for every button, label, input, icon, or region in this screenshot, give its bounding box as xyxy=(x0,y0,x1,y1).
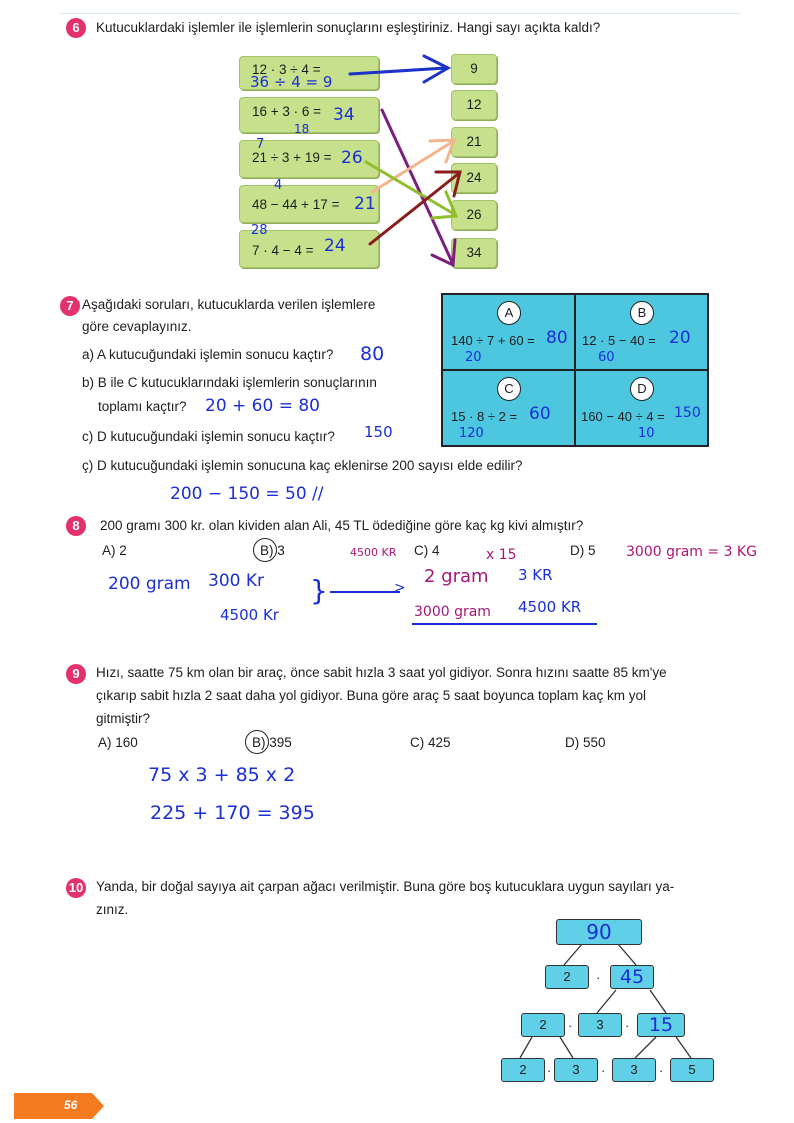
question-7c: c) D kutucuğundaki işlemin sonucu kaçtır? xyxy=(82,429,335,444)
q7-cell-d-expr: 160 − 40 ÷ 4 = xyxy=(581,409,665,424)
tree-root-box[interactable] xyxy=(556,919,642,945)
q9-option-a[interactable]: A) 160 xyxy=(98,735,138,750)
q7c-hand-answer: 150 xyxy=(364,423,393,441)
q6-answer-21: 21 xyxy=(451,127,497,157)
question-9-prompt-2: çıkarıp sabit hızla 2 saat daha yol gidiyor. Buna göre araç 5 saat boyunca toplam kaç km yol xyxy=(96,688,647,703)
q8-note-2gram: 2 gram xyxy=(424,566,489,587)
tree-l3-box-2: 3 xyxy=(554,1058,598,1082)
q9-option-b[interactable]: B) 395 xyxy=(252,735,292,750)
tree-l3-dot-2: · xyxy=(601,1063,606,1078)
tree-l2-box-1: 2 xyxy=(521,1013,565,1037)
q8-note-4500kr-left: 4500 Kr xyxy=(220,606,279,624)
q6-hand-sub-3: 7 xyxy=(256,137,265,152)
tree-l1-dot: · xyxy=(596,970,601,985)
q8-note-4500kr-right: 4500 KR xyxy=(518,598,582,616)
question-6-prompt: Kutucuklardaki işlemler ile işlemlerin sonuçlarını eşleştiriniz. Hangi sayı açıkta kaldı? xyxy=(96,20,601,35)
question-7-prompt-2: göre cevaplayınız. xyxy=(82,319,192,334)
question-7-number: 7 xyxy=(60,296,80,316)
q6-hand-result-2: 34 xyxy=(333,105,355,125)
tree-l2-dot-1: · xyxy=(568,1018,573,1033)
q8-note-3kg: 3000 gram = 3 KG xyxy=(626,544,757,560)
q7-cell-d-sub: 10 xyxy=(638,426,655,441)
q8-note-200gram: 200 gram xyxy=(108,574,191,594)
q7-cell-c-sub: 120 xyxy=(459,426,484,441)
q7-cell-c-result: 60 xyxy=(529,404,551,424)
q8-note-x15: x 15 xyxy=(486,547,517,563)
question-10-prompt-1: Yanda, bir doğal sayıya ait çarpan ağacı verilmiştir. Buna göre boş kutucuklara uygun sayıları ya- xyxy=(96,879,675,894)
q8-brace: } xyxy=(310,574,328,607)
q6-hand-work-1: 36 ÷ 4 = 9 xyxy=(250,73,333,91)
question-10-prompt-2: zınız. xyxy=(96,902,129,917)
question-7b-line2: toplamı kaçtır? xyxy=(98,399,187,414)
q6-expression-3: 21 ÷ 3 + 19 = xyxy=(239,140,379,178)
q7-cell-a-label: A xyxy=(497,301,521,325)
q6-hand-sub-5: 28 xyxy=(251,223,268,238)
tree-root-value: 90 xyxy=(586,920,612,944)
q6-hand-sub-4: 4 xyxy=(274,178,283,193)
q8-note-3000gram: 3000 gram xyxy=(414,604,491,620)
tree-l3-box-1: 2 xyxy=(501,1058,545,1082)
q7-cell-a-result: 80 xyxy=(546,328,568,348)
page-number: 56 xyxy=(64,1098,78,1112)
tree-l3-box-3: 3 xyxy=(612,1058,656,1082)
q7-cell-c-label: C xyxy=(497,377,521,401)
q8-arrow-head: > xyxy=(394,580,406,596)
q7-cell-a-sub: 20 xyxy=(465,350,482,365)
q6-hand-sub-2: 18 xyxy=(294,122,310,136)
q9-work-line-1: 75 x 3 + 85 x 2 xyxy=(148,764,296,786)
q6-answer-24: 24 xyxy=(451,163,497,193)
q8-option-a[interactable]: A) 2 xyxy=(102,543,127,558)
tree-l1-box-1: 2 xyxy=(545,965,589,989)
q7d-hand-answer: 200 − 150 = 50 // xyxy=(170,484,324,504)
q6-hand-result-4: 21 xyxy=(354,194,376,214)
tree-l2-box-3[interactable] xyxy=(637,1013,685,1037)
q6-hand-result-3: 26 xyxy=(341,148,363,168)
q7-cell-d-label: D xyxy=(630,377,654,401)
q6-answer-12: 12 xyxy=(451,90,497,120)
question-9-prompt-3: gitmiştir? xyxy=(96,711,151,726)
tree-l1-box-2[interactable] xyxy=(610,965,654,989)
question-10-number: 10 xyxy=(66,878,86,898)
tree-l1-value-2: 45 xyxy=(619,966,645,988)
q6-hand-result-5: 24 xyxy=(324,236,346,256)
question-7a: a) A kutucuğundaki işlemin sonucu kaçtır? xyxy=(82,347,334,362)
question-8-number: 8 xyxy=(66,516,86,536)
question-6-number: 6 xyxy=(66,18,86,38)
question-7b-line1: b) B ile C kutucuklarındaki işlemlerin sonuçlarının xyxy=(82,375,377,390)
q9-option-c[interactable]: C) 425 xyxy=(410,735,451,750)
page-number-tab xyxy=(14,1093,92,1119)
q6-expression-5: 7 · 4 − 4 = xyxy=(239,230,379,268)
q8-option-d[interactable]: D) 5 xyxy=(570,543,596,558)
q7-cell-d-result: 150 xyxy=(674,405,701,421)
q7-cell-b-sub: 60 xyxy=(598,350,615,365)
q7-cell-c-expr: 15 · 8 ÷ 2 = xyxy=(451,409,518,424)
q6-answer-34: 34 xyxy=(451,238,497,268)
tree-l3-dot-3: · xyxy=(659,1063,664,1078)
tree-l3-dot-1: · xyxy=(547,1063,552,1078)
tree-l2-box-2: 3 xyxy=(578,1013,622,1037)
q8-note-300kr: 300 Kr xyxy=(208,571,264,591)
q8-option-c[interactable]: C) 4 xyxy=(414,543,440,558)
q7-cell-a-expr: 140 ÷ 7 + 60 = xyxy=(451,333,535,348)
q7a-hand-answer: 80 xyxy=(360,343,385,365)
q9-option-d[interactable]: D) 550 xyxy=(565,735,606,750)
q8-option-b[interactable]: B) 3 xyxy=(260,543,285,558)
q8-note-4500kr: 4500 KR xyxy=(350,546,397,559)
question-8-prompt: 200 gramı 300 kr. olan kividen alan Ali, 45 TL ödediğine göre kaç kg kivi almıştır? xyxy=(100,518,584,533)
q7-cell-b-expr: 12 · 5 − 40 = xyxy=(582,333,656,348)
q6-expression-2: 16 + 3 · 6 = xyxy=(239,97,379,133)
q6-expression-4: 48 − 44 + 17 = xyxy=(239,185,379,223)
tree-l2-value-3: 15 xyxy=(648,1014,674,1036)
q6-answer-9: 9 xyxy=(451,54,497,84)
q7-cell-b-result: 20 xyxy=(669,328,691,348)
q7b-hand-answer: 20 + 60 = 80 xyxy=(205,396,320,416)
q9-work-line-2: 225 + 170 = 395 xyxy=(150,802,315,824)
question-7d: ç) D kutucuğundaki işlemin sonucuna kaç eklenirse 200 sayısı elde edilir? xyxy=(82,458,523,473)
question-9-prompt-1: Hızı, saatte 75 km olan bir araç, önce sabit hızla 3 saat yol gidiyor. Sonra hızını saatte 85 km'ye xyxy=(96,665,667,680)
q6-expression-1: 12 · 3 ÷ 4 = xyxy=(239,56,379,90)
q6-answer-26: 26 xyxy=(451,200,497,230)
question-9-number: 9 xyxy=(66,664,86,684)
q7-cell-b-label: B xyxy=(630,301,654,325)
q8-note-3kr: 3 KR xyxy=(518,566,553,584)
tree-l3-box-4: 5 xyxy=(670,1058,714,1082)
question-7-prompt-1: Aşağıdaki soruları, kutucuklarda verilen işlemlere xyxy=(82,297,376,312)
tree-l2-dot-2: · xyxy=(625,1018,630,1033)
